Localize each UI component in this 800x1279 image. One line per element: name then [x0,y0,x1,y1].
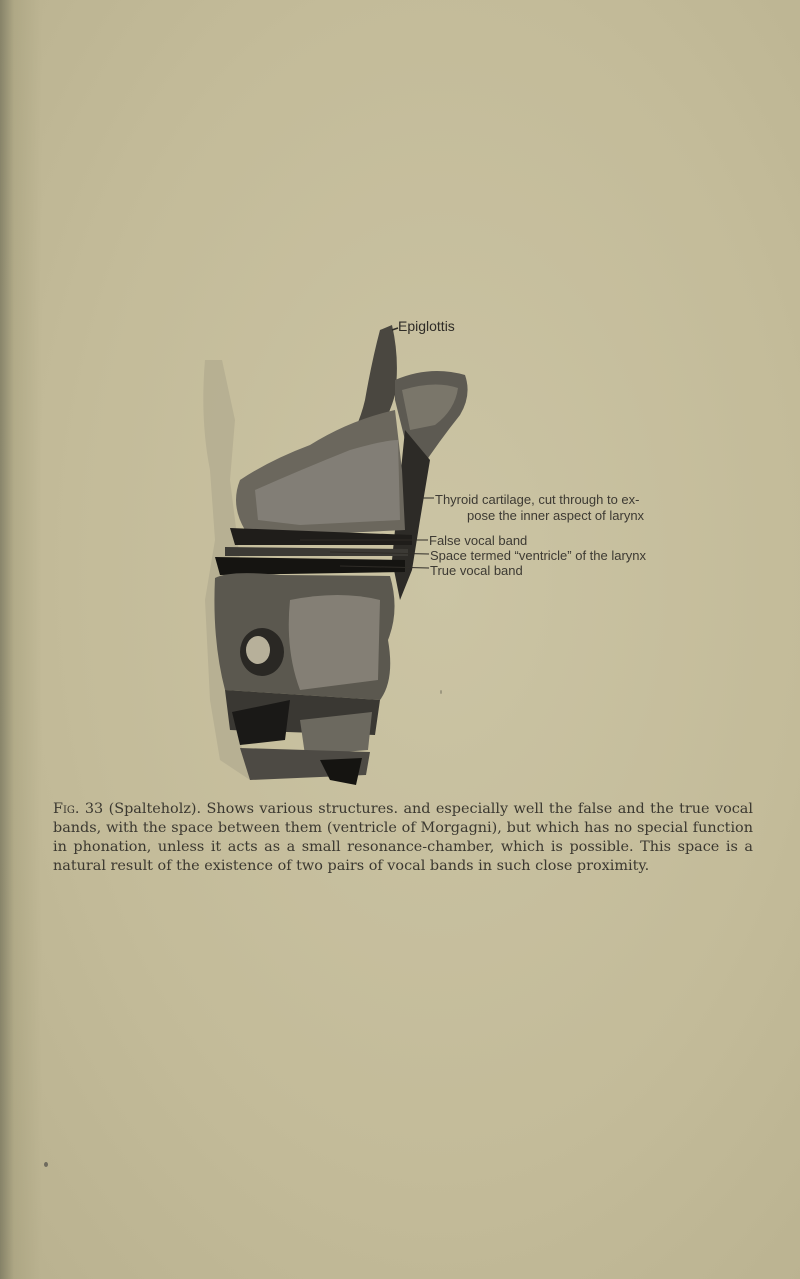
label-epiglottis: Epiglottis [398,318,455,334]
label-true-vocal-band: True vocal band [430,563,523,578]
paper-speck [44,1162,48,1167]
paper-speck [440,690,442,694]
figure-number: Fig. 33 [53,801,104,817]
label-thyroid-cartilage-line1: Thyroid cartilage, cut through to ex- [435,492,640,507]
label-false-vocal-band: False vocal band [429,533,528,548]
label-ventricle-space: Space termed “ventricle” of the larynx [430,548,647,563]
label-thyroid-cartilage-line2: pose the inner aspect of larynx [467,508,645,523]
caption-text: (Spalteholz). Shows various structures. and especially well the false and the true vocal bands, with the space between them (ventricle of Morgagni), but which has no special function in phonation, unless it acts as a small resonance-chamber, which is possible. This space is a natural result of the existence of two pairs of vocal bands in such close proximity. [53,801,753,874]
figure-caption [53,800,753,876]
